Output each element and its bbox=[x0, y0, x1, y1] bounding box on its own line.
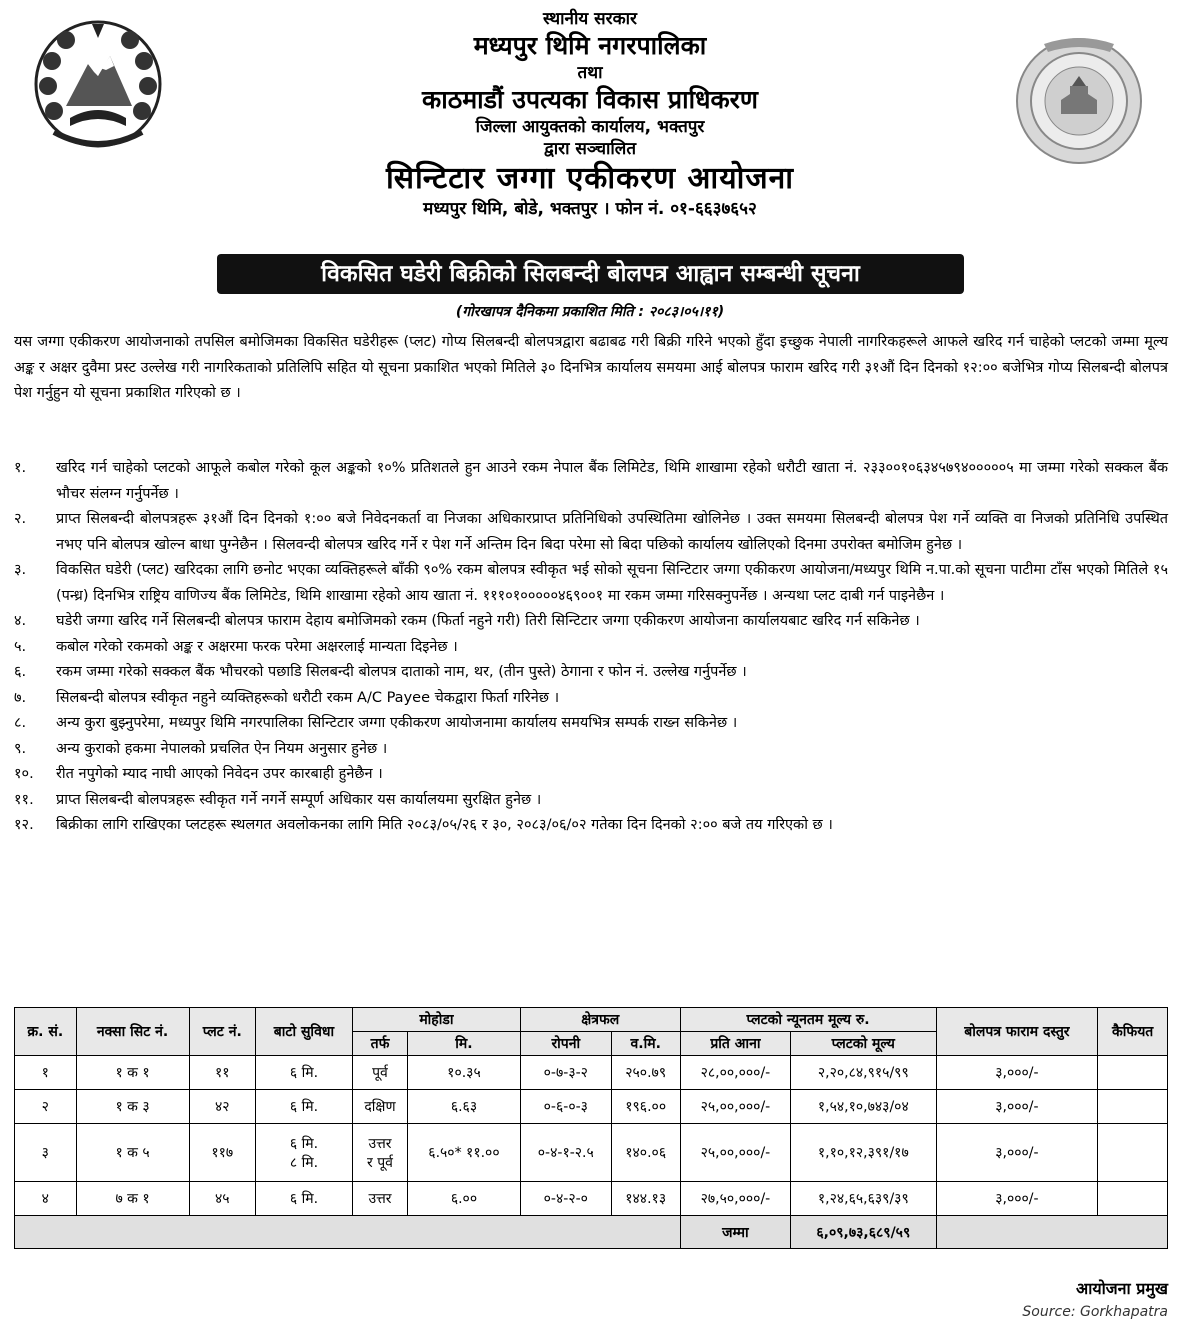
cell-ropani: ०-४-१-२.५ bbox=[520, 1124, 611, 1182]
cell-plot: ११ bbox=[189, 1056, 255, 1090]
col-header-plot-value: प्लटको मूल्य bbox=[791, 1032, 936, 1056]
total-spacer-right bbox=[936, 1216, 1168, 1249]
cell-plot-value: १,२४,६५,६३९/३९ bbox=[791, 1182, 936, 1216]
col-header-frontage: मोहोडा bbox=[352, 1008, 520, 1032]
table-total-row bbox=[15, 1216, 1168, 1249]
header-operated-by: द्वारा सञ्चालित bbox=[543, 139, 637, 159]
cell-ropani: ०-४-२-० bbox=[520, 1182, 611, 1216]
total-label: जम्मा bbox=[680, 1216, 790, 1249]
point-text: घडेरी जग्गा खरिद गर्ने सिलबन्दी बोलपत्र फाराम देहाय बमोजिमको रकम (फिर्ता नहुने गरी) तिरी सिन्टिटार जग्गा एकीकरण आयोजना कार्यालयबाट खरिद गर्न सकिनेछ । bbox=[56, 613, 920, 629]
cell-plot-value: १,१०,१२,३९१/१७ bbox=[791, 1124, 936, 1182]
madhyapur-thimi-logo-icon bbox=[1014, 36, 1144, 166]
cell-plot-value: २,२०,८४,९१५/९९ bbox=[791, 1056, 936, 1090]
point-text: रीत नपुगेको म्याद नाघी आएको निवेदन उपर कारबाही हुनेछैन । bbox=[56, 766, 383, 782]
cell-sn: १ bbox=[15, 1056, 77, 1090]
point-text: विकसित घडेरी (प्लट) खरिदका लागि छनोट भएका व्यक्तिहरूले बाँकी ९०% रकम बोलपत्र स्वीकृत भई सोको सूचना सिन्टिटार जग्गा एकीकरण आयोजना/मध्यपुर थिमि न.पा.को सूचना पाटीमा टाँस भएको मितिले १५ (पन्ध्र) दिनभित्र राष्ट्रिय वाणिज्य बैंक लिमिटेड, थिमि शाखामा रहेको आय खाता नं. १११०१०००००४६९००१ मा रकम जम्मा गरिसक्नुपर्नेछ । अन्यथा प्लट दाबी गर्न पाइनेछैन । bbox=[56, 562, 1168, 604]
col-header-road: बाटो सुविधा bbox=[255, 1008, 352, 1056]
cell-remarks bbox=[1098, 1182, 1168, 1216]
table-row bbox=[15, 1056, 1168, 1090]
cell-sqm: १४०.०६ bbox=[611, 1124, 680, 1182]
point-text: खरिद गर्न चाहेको प्लटको आफूले कबोल गरेको कूल अङ्कको १०% प्रतिशतले हुन आउने रकम नेपाल बैंक लिमिटेड, थिमि शाखामा रहेको धरौटी खाता नं. २३३००१०६३४५७९४०००००५ मा जम्मा गरेको सक्कल बैंक भौचर संलग्न गर्नुपर्नेछ । bbox=[56, 460, 1168, 502]
point-6 bbox=[14, 660, 1168, 686]
cell-meter: १०.३५ bbox=[408, 1056, 521, 1090]
cell-ropani: ०-७-३-२ bbox=[520, 1056, 611, 1090]
col-header-sn: क्र. सं. bbox=[15, 1008, 77, 1056]
cell-plot: ४५ bbox=[189, 1182, 255, 1216]
point-text: बिक्रीका लागि राखिएका प्लटहरू स्थलगत अवलोकनका लागि मिति २०८३/०५/२६ र ३०, २०८३/०६/०२ गतेका दिन दिनको २:०० बजे तय गरिएको छ । bbox=[56, 817, 833, 833]
cell-sheet: १ क ३ bbox=[76, 1090, 189, 1124]
col-header-direction: तर्फ bbox=[352, 1032, 407, 1056]
cell-road: ६ मि. bbox=[255, 1182, 352, 1216]
point-text: प्राप्त सिलबन्दी बोलपत्रहरू स्वीकृत गर्ने नगर्ने सम्पूर्ण अधिकार यस कार्यालयमा सुरक्षित हुनेछ । bbox=[56, 791, 542, 808]
header-municipality: मध्यपुर थिमि नगरपालिका bbox=[473, 31, 707, 60]
cell-road: ६ मि. bbox=[255, 1056, 352, 1090]
col-header-fee: बोलपत्र फाराम दस्तुर bbox=[936, 1008, 1098, 1056]
cell-meter: ६.५०* ११.०० bbox=[408, 1124, 521, 1182]
point-text: रकम जम्मा गरेको सक्कल बैंक भौचरको पछाडि सिलबन्दी बोलपत्र दाताको नाम, थर, (तीन पुस्ते) ठेगाना र फोन नं. उल्लेख गर्नुपर्नेछ । bbox=[56, 664, 747, 680]
point-11 bbox=[14, 788, 1168, 814]
cell-sqm: २५०.७९ bbox=[611, 1056, 680, 1090]
point-7 bbox=[14, 686, 1168, 712]
notice-title-banner: विकसित घडेरी बिक्रीको सिलबन्दी बोलपत्र आह्वान सम्बन्धी सूचना bbox=[217, 254, 964, 294]
point-text: कबोल गरेको रकमको अङ्क र अक्षरमा फरक परेमा अक्षरलाई मान्यता दिइनेछ । bbox=[56, 638, 458, 655]
point-number: ३. bbox=[14, 562, 27, 578]
publication-date: (गोरखापत्र दैनिकमा प्रकाशित मिति : २०८३।०५।११) bbox=[455, 304, 725, 320]
cell-sqm: १९६.०० bbox=[611, 1090, 680, 1124]
cell-direction: उत्तर र पूर्व bbox=[352, 1124, 407, 1182]
header-local-govt: स्थानीय सरकार bbox=[542, 9, 637, 29]
cell-plot: ११७ bbox=[189, 1124, 255, 1182]
source-credit: Source: Gorkhapatra bbox=[1022, 1304, 1168, 1320]
table-row bbox=[15, 1090, 1168, 1124]
header-office: जिल्ला आयुक्तको कार्यालय, भक्तपुर bbox=[475, 117, 705, 137]
point-9 bbox=[14, 737, 1168, 763]
point-number: ४. bbox=[14, 613, 27, 629]
point-number: २. bbox=[14, 511, 27, 527]
cell-per-aana: २८,००,०००/- bbox=[680, 1056, 790, 1090]
point-text: प्राप्त सिलबन्दी बोलपत्रहरू ३१औं दिन दिनको १:०० बजे निवेदनकर्ता वा निजका अधिकारप्राप्त प्रतिनिधिको उपस्थितिमा खोलिनेछ । उक्त समयमा सिलबन्दी बोलपत्र पेश गर्ने व्यक्ति वा निजको प्रतिनिधि उपस्थित नभए पनि बोलपत्र खोल्न बाधा पुग्नेछैन । सिलवन्दी बोलपत्र खरिद गर्ने र पेश गर्ने अन्तिम दिन बिदा परेमा सो बिदा पछिको कार्यालय खोलिएको दिनमा उपरोक्त बमोजिम हुनेछ । bbox=[56, 511, 1168, 553]
notice-points bbox=[14, 456, 1168, 839]
header-and: तथा bbox=[577, 63, 603, 83]
cell-fee: ३,०००/- bbox=[936, 1090, 1098, 1124]
point-text: सिलबन्दी बोलपत्र स्वीकृत नहुने व्यक्तिहरूको धरौटी रकम A/C Payee चेकद्वारा फिर्ता गरिनेछ । bbox=[56, 689, 560, 706]
nepal-emblem-icon bbox=[30, 16, 166, 154]
cell-sheet: ७ क १ bbox=[76, 1182, 189, 1216]
header-address: मध्यपुर थिमि, बोडे, भक्तपुर । फोन नं. ०१-६६३७६५२ bbox=[423, 199, 757, 219]
cell-sheet: १ क ५ bbox=[76, 1124, 189, 1182]
col-header-remarks: कैफियत bbox=[1098, 1008, 1168, 1056]
cell-sqm: १४४.१३ bbox=[611, 1182, 680, 1216]
col-header-sheet: नक्सा सिट नं. bbox=[76, 1008, 189, 1056]
cell-per-aana: २५,००,०००/- bbox=[680, 1090, 790, 1124]
cell-fee: ३,०००/- bbox=[936, 1182, 1098, 1216]
cell-plot: ४२ bbox=[189, 1090, 255, 1124]
intro-paragraph: यस जग्गा एकीकरण आयोजनाको तपसिल बमोजिमका विकसित घडेरीहरू (प्लट) गोप्य सिलबन्दी बोलपत्रद्वारा बढाबढ गरी बिक्री गरिने भएको हुँदा इच्छुक नेपाली नागरिकहरूले आफले खरिद गर्न चाहेको प्लटको जम्मा मूल्य अङ्क र अक्षर दुवैमा प्रस्ट उल्लेख गरी नागरिकताको प्रतिलिपि सहित यो सूचना प्रकाशित भएको मितिले ३० दिनभित्र कार्यालय समयमा आई बोलपत्र फाराम खरिद गरी ३१औं दिन दिनको १२:०० बजेभित्र गोप्य सिलबन्दी बोलपत्र पेश गर्नुहुन यो सूचना प्रकाशित गरिएको छ । bbox=[14, 334, 1168, 401]
cell-direction: उत्तर bbox=[352, 1182, 407, 1216]
point-4 bbox=[14, 609, 1168, 635]
cell-meter: ६.०० bbox=[408, 1182, 521, 1216]
col-header-meter: मि. bbox=[408, 1032, 521, 1056]
cell-per-aana: २७,५०,०००/- bbox=[680, 1182, 790, 1216]
point-number: १०. bbox=[14, 766, 34, 782]
cell-fee: ३,०००/- bbox=[936, 1056, 1098, 1090]
header-authority: काठमाडौं उपत्यका विकास प्राधिकरण bbox=[422, 85, 758, 114]
point-number: ७. bbox=[14, 689, 27, 706]
col-header-ropani: रोपनी bbox=[520, 1032, 611, 1056]
point-number: १२. bbox=[14, 817, 34, 833]
point-number: ५. bbox=[14, 638, 27, 655]
point-number: ८. bbox=[14, 715, 27, 731]
cell-ropani: ०-६-०-३ bbox=[520, 1090, 611, 1124]
point-5 bbox=[14, 635, 1168, 661]
point-1 bbox=[14, 456, 1168, 507]
col-header-plot: प्लट नं. bbox=[189, 1008, 255, 1056]
total-spacer bbox=[15, 1216, 681, 1249]
table-row bbox=[15, 1124, 1168, 1182]
table-row bbox=[15, 1182, 1168, 1216]
col-header-per-aana: प्रति आना bbox=[680, 1032, 790, 1056]
cell-remarks bbox=[1098, 1124, 1168, 1182]
point-10 bbox=[14, 762, 1168, 788]
cell-sheet: १ क १ bbox=[76, 1056, 189, 1090]
total-value: ६,०९,७३,६८९/५९ bbox=[791, 1216, 936, 1249]
point-number: ११. bbox=[14, 791, 34, 808]
cell-remarks bbox=[1098, 1090, 1168, 1124]
point-number: ९. bbox=[14, 740, 27, 757]
project-chief-signature: आयोजना प्रमुख bbox=[1075, 1279, 1168, 1298]
point-text: अन्य कुरा बुझ्नुपरेमा, मध्यपुर थिमि नगरपालिका सिन्टिटार जग्गा एकीकरण आयोजनामा कार्यालय समयभित्र सम्पर्क राख्न सकिनेछ । bbox=[56, 715, 738, 731]
cell-fee: ३,०००/- bbox=[936, 1124, 1098, 1182]
point-number: ६. bbox=[14, 664, 27, 680]
point-number: १. bbox=[14, 460, 27, 476]
point-3 bbox=[14, 558, 1168, 609]
point-2 bbox=[14, 507, 1168, 558]
cell-sn: ३ bbox=[15, 1124, 77, 1182]
col-header-sqm: व.मि. bbox=[611, 1032, 680, 1056]
cell-direction: दक्षिण bbox=[352, 1090, 407, 1124]
col-header-price: प्लटको न्यूनतम मूल्य रु. bbox=[680, 1008, 936, 1032]
point-12 bbox=[14, 813, 1168, 839]
cell-road: ६ मि. bbox=[255, 1090, 352, 1124]
cell-meter: ६.६३ bbox=[408, 1090, 521, 1124]
cell-sn: २ bbox=[15, 1090, 77, 1124]
cell-road: ६ मि. ८ मि. bbox=[255, 1124, 352, 1182]
cell-plot-value: १,५४,१०,७४३/०४ bbox=[791, 1090, 936, 1124]
cell-sn: ४ bbox=[15, 1182, 77, 1216]
header-project-title: सिन्टिटार जग्गा एकीकरण आयोजना bbox=[385, 161, 795, 196]
point-8 bbox=[14, 711, 1168, 737]
point-text: अन्य कुराको हकमा नेपालको प्रचलित ऐन नियम अनुसार हुनेछ । bbox=[56, 740, 388, 757]
col-header-area: क्षेत्रफल bbox=[520, 1008, 680, 1032]
plot-table bbox=[14, 1007, 1168, 1249]
cell-direction: पूर्व bbox=[352, 1056, 407, 1090]
cell-remarks bbox=[1098, 1056, 1168, 1090]
cell-per-aana: २५,००,०००/- bbox=[680, 1124, 790, 1182]
